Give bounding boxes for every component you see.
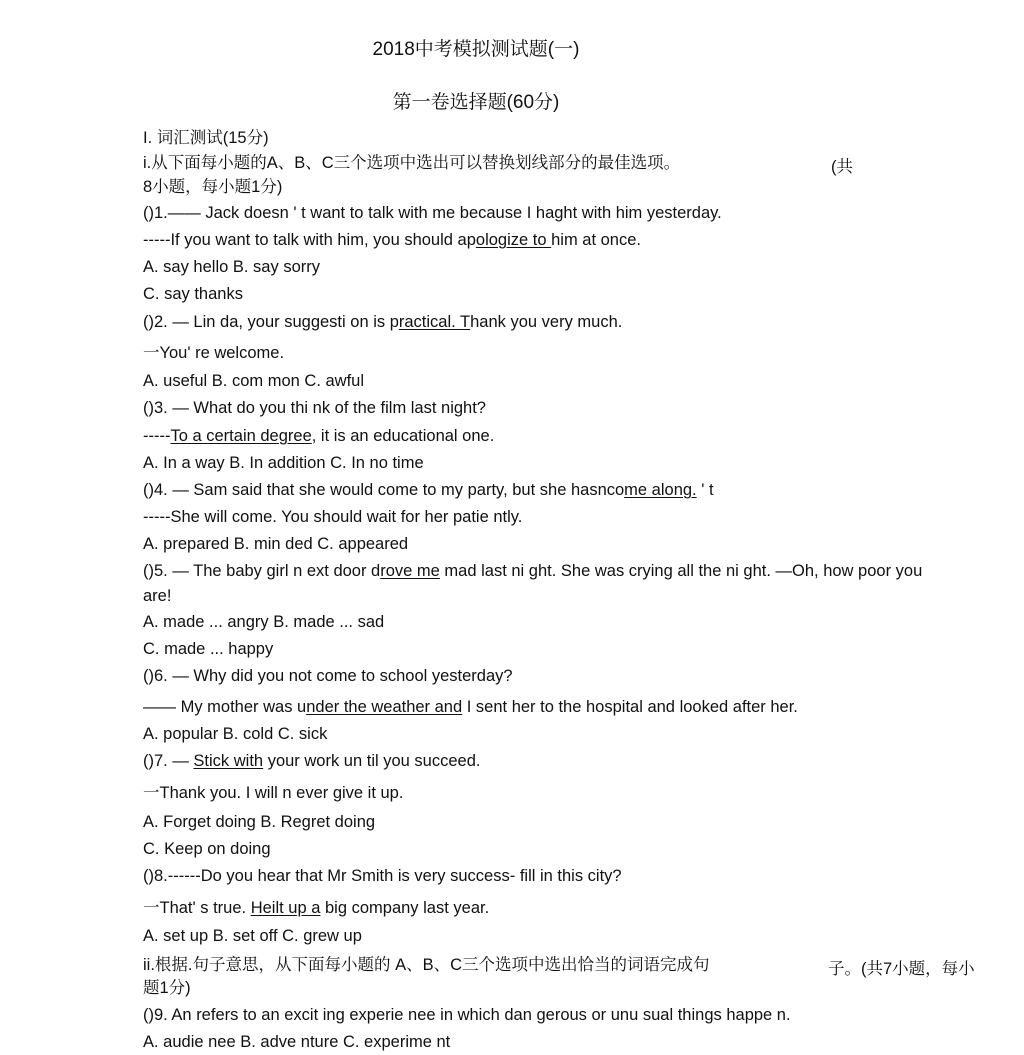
- underlined-phrase: rove me: [380, 562, 440, 580]
- text: 一That' s true.: [143, 899, 251, 917]
- text: ()7. —: [143, 752, 194, 770]
- question-7-options-cont: C. Keep on doing: [143, 840, 271, 858]
- section-instruction: i.从下面每小题的A、B、C三个选项中选出可以替换划线部分的最佳选项。: [143, 154, 681, 172]
- section-2-instruction-note: 子。(共7小题，每小: [828, 960, 975, 978]
- underlined-phrase: me along.: [624, 481, 697, 499]
- question-1-reply: [143, 230, 641, 250]
- question-6-options: A. popular B. cold C. sick: [143, 725, 328, 743]
- question-1: ()1.—— Jack doesn ' t want to talk with me because I haght with him yesterday.: [143, 204, 722, 222]
- question-2-options: A. useful B. com mon C. awful: [143, 372, 365, 390]
- section-2-instruction: ii.根据.句子意思，从下面每小题的 A、B、C三个选项中选出恰当的词语完成句: [143, 956, 710, 974]
- underlined-phrase: To a certain degree: [170, 427, 312, 445]
- question-3-reply: [143, 426, 494, 446]
- text: mad last ni ght. She was crying all the ni ght. —Oh, how poor you: [439, 562, 923, 580]
- section-instruction-cont: 8小题，每小题1分): [143, 178, 283, 196]
- question-2-reply: 一You' re welcome.: [143, 344, 285, 362]
- question-7-options: A. Forget doing B. Regret doing: [143, 813, 376, 831]
- question-7: [143, 751, 480, 771]
- text: your work un til you succeed.: [263, 752, 481, 770]
- text: —— My mother was u: [143, 698, 307, 716]
- question-2: [143, 312, 622, 332]
- page-subtitle: 第一卷选择题(60分): [392, 92, 560, 113]
- question-1-options-cont: C. say thanks: [143, 285, 243, 303]
- question-6-reply: [143, 697, 798, 717]
- question-5-cont: are!: [143, 587, 172, 605]
- underlined-phrase: Heilt up a: [250, 899, 321, 917]
- question-8-options: A. set up B. set off C. grew up: [143, 927, 362, 945]
- question-9: ()9. An refers to an excit ing experie nee in which dan gerous or unu sual things happe n.: [143, 1006, 791, 1024]
- section-instruction-note: (共: [831, 158, 853, 176]
- text: big company last year.: [320, 899, 490, 917]
- underlined-phrase: ologize to: [475, 231, 552, 249]
- text: -----If you want to talk with him, you should ap: [143, 231, 476, 249]
- question-1-options: A. say hello B. say sorry: [143, 258, 320, 276]
- section-2-instruction-cont: 题1分): [143, 979, 191, 997]
- text: ()4. — Sam said that she would come to my party, but she hasnco: [143, 481, 625, 499]
- question-7-reply: 一Thank you. I will n ever give it up.: [143, 784, 404, 802]
- text: -----: [143, 427, 171, 445]
- question-8-reply: [143, 898, 489, 918]
- text: I sent her to the hospital and looked after her.: [462, 698, 798, 716]
- question-6: ()6. — Why did you not come to school yesterday?: [143, 667, 513, 685]
- question-5-options-cont: C. made ... happy: [143, 640, 274, 658]
- section-heading: I. 词汇测试(15分): [143, 129, 269, 147]
- underlined-phrase: ractical. T: [398, 313, 471, 331]
- underlined-phrase: nder the weather and: [306, 698, 463, 716]
- underlined-phrase: Stick with: [193, 752, 264, 770]
- question-5: [143, 561, 922, 581]
- question-3: ()3. — What do you thi nk of the film last night?: [143, 399, 486, 417]
- question-4: [143, 480, 714, 500]
- question-3-options: A. In a way B. In addition C. In no time: [143, 454, 424, 472]
- page-title: 2018中考模拟测试题(一): [372, 39, 580, 60]
- text: ' t: [696, 481, 714, 499]
- text: ()5. — The baby girl n ext door d: [143, 562, 381, 580]
- question-5-options: A. made ... angry B. made ... sad: [143, 613, 385, 631]
- text: ()2. — Lin da, your suggesti on is p: [143, 313, 399, 331]
- text: hank you very much.: [470, 313, 623, 331]
- text: him at once.: [551, 231, 641, 249]
- question-9-options: A. audie nee B. adve nture C. experime nt: [143, 1033, 451, 1051]
- text: , it is an educational one.: [311, 427, 495, 445]
- question-4-reply: -----She will come. You should wait for her patie ntly.: [143, 508, 523, 526]
- question-8: ()8.------Do you hear that Mr Smith is very success- fill in this city?: [143, 867, 622, 885]
- question-4-options: A. prepared B. min ded C. appeared: [143, 535, 409, 553]
